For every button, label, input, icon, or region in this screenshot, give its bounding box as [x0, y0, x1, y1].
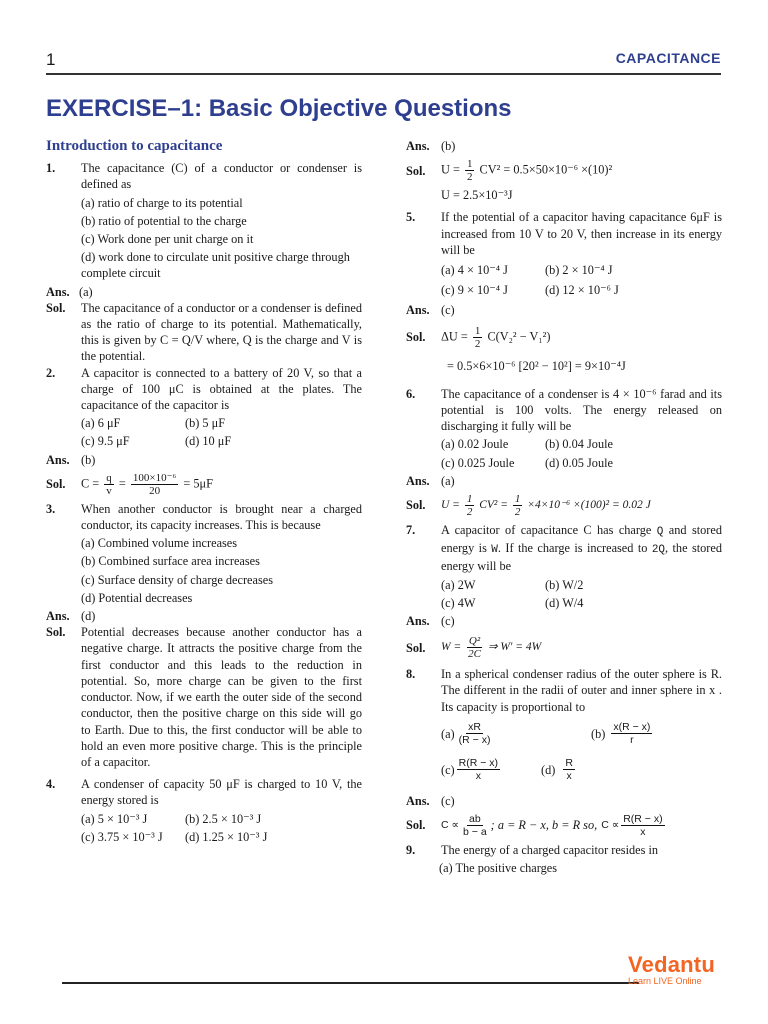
fraction [621, 813, 664, 838]
energy-symbol: W [491, 544, 498, 557]
solution-equation [441, 493, 722, 518]
question-text: If the potential of a capacitor having capacitance 6μF is increased from 10 V to 20 V, then increase in its energy will be [441, 210, 722, 257]
fraction [461, 813, 489, 838]
answer-7 [406, 613, 722, 629]
question-8 [406, 666, 722, 715]
fraction [611, 721, 652, 746]
question-number: 9. [406, 843, 416, 858]
numerator: R [565, 757, 573, 770]
question-6 [406, 386, 722, 435]
equation-rhs: = 5μF [183, 476, 213, 491]
option-d: (d) work done to circulate unit positive charge through complete circuit [81, 250, 350, 281]
options-2 [81, 415, 362, 449]
numerator: xR [468, 721, 481, 734]
fraction [457, 721, 493, 746]
options-6 [441, 436, 722, 470]
numerator: 1 [474, 324, 481, 337]
question-number: 1. [46, 161, 56, 176]
option-a [441, 721, 591, 746]
question-9 [406, 842, 722, 858]
question-number: 5. [406, 210, 416, 225]
denominator: 2 [466, 506, 473, 519]
question-number: 2. [46, 365, 56, 380]
solution-label: Sol. [406, 818, 426, 833]
option-d: (d) 1.25 × 10⁻³ J [185, 829, 268, 844]
charge-symbol: Q [656, 526, 664, 539]
exercise-title: EXERCISE–1: Basic Objective Questions [46, 95, 512, 122]
equation-lhs: ΔU = [441, 328, 468, 343]
answer-6 [406, 473, 722, 489]
fraction [104, 472, 114, 497]
option-a: (a) ratio of charge to its potential [81, 195, 243, 210]
denominator: (R − x) [458, 734, 491, 747]
denominator: 2 [514, 506, 521, 519]
option-a: (a) 0.02 Joule [441, 437, 509, 452]
denominator: 2 [474, 337, 481, 350]
option-d: (d) Potential decreases [81, 590, 193, 605]
answer-value: (d) [81, 609, 96, 624]
option-d: (d) 0.05 Joule [545, 455, 613, 470]
option-d: (d) 12 × 10⁻⁶ J [545, 283, 619, 298]
fraction [466, 635, 483, 660]
solution-label: Sol. [406, 330, 426, 345]
options-4 [81, 811, 362, 845]
solution-equation [441, 813, 722, 838]
solution-text: The capacitance of a conductor or a condenser is defined as the ratio of charge to its potential. Mathematically, this is given by C = Q/V where, Q is the charge and V is the potential. [81, 300, 362, 364]
numerator: Q² [468, 635, 481, 648]
solution-equation [441, 635, 722, 660]
answer-label: Ans. [406, 303, 430, 318]
options-7 [441, 577, 722, 611]
option-b: (b) 0.04 Joule [545, 437, 613, 452]
equation-lhs: U = [441, 499, 460, 512]
charge-symbol: 2Q [651, 544, 666, 557]
denominator: x [640, 826, 646, 839]
fraction [465, 158, 475, 183]
proportional-expr: C ∝ [601, 819, 620, 832]
answer-value: (c) [441, 614, 455, 629]
solution-1 [46, 300, 362, 365]
option-c: (c) 9 × 10⁻⁴ J [441, 283, 508, 298]
option-a: (a) 6 μF [81, 416, 121, 431]
question-text-part: and stored energy is [441, 523, 723, 556]
solution-label: Sol. [46, 625, 66, 640]
answer-3 [46, 608, 362, 624]
option-a: (a) The positive charges [439, 861, 558, 876]
denominator: b − a [463, 826, 487, 839]
options-8 [441, 717, 722, 789]
option-label: (a) [441, 726, 455, 741]
option-label: (d) [541, 762, 556, 777]
solution-equation [441, 158, 722, 183]
header-rule [46, 73, 721, 75]
numerator: R(R − x) [458, 757, 499, 770]
question-2 [46, 365, 362, 414]
answer-label: Ans. [406, 139, 430, 153]
logo-brand: Vedantu [628, 952, 715, 977]
answer-value: (c) [441, 793, 455, 808]
question-number: 4. [46, 777, 56, 792]
question-text-part: A capacitor of capacitance C has charge [441, 523, 652, 538]
option-b [591, 721, 654, 746]
answer-value: (a) [79, 284, 93, 299]
question-text: In a spherical condenser radius of the outer sphere is R. The different in the radii of outer and inner sphere in x . Its capacity is proportional to [441, 667, 722, 714]
solution-3 [46, 624, 362, 770]
solution-label: Sol. [406, 640, 426, 655]
question-number: 8. [406, 667, 416, 682]
question-number: 6. [406, 386, 416, 401]
equation-rest: C(V₂² − V₁²) [487, 328, 551, 343]
question-number: 3. [46, 501, 56, 516]
question-1 [46, 160, 362, 192]
fraction [513, 493, 523, 518]
question-text-part: , the stored energy will be [441, 541, 723, 574]
question-4 [46, 776, 362, 808]
option-d: (d) W/4 [545, 595, 584, 610]
page-number: 1 [46, 50, 56, 69]
solution-4 [406, 158, 722, 183]
option-b: (b) W/2 [545, 577, 584, 592]
question-text: When another conductor is brought near a charged conductor, its capacity increases. This is because [81, 501, 362, 533]
option-a: (a) Combined volume increases [81, 536, 238, 551]
option-b: (b) ratio of potential to the charge [81, 213, 247, 228]
denominator: 20 [149, 484, 161, 497]
question-number: 7. [406, 523, 416, 538]
answer-label: Ans. [46, 452, 70, 467]
solution-line-2: = 0.5×6×10⁻⁶ [20² − 10²] = 9×10⁻⁴J [447, 358, 626, 373]
answer-value: (c) [441, 303, 455, 318]
chapter-title: CAPACITANCE [615, 50, 721, 66]
denominator: 2 [466, 171, 473, 184]
numerator: R(R − x) [623, 813, 663, 826]
denominator: v [106, 484, 112, 497]
answer-1 [46, 284, 362, 300]
option-a: (a) 2W [441, 577, 476, 592]
equation-lhs: C = [81, 476, 100, 491]
question-5 [406, 209, 722, 258]
option-a: (a) 5 × 10⁻³ J [81, 811, 148, 826]
answer-value: (a) [441, 473, 455, 488]
footer-rule [62, 982, 639, 984]
question-text: The capacitance (C) of a conductor or condenser is defined as [81, 161, 362, 192]
answer-value: (b) [441, 139, 456, 153]
answer-2 [46, 452, 362, 468]
solution-7 [406, 635, 722, 660]
option-c: (c) 3.75 × 10⁻³ J [81, 829, 163, 844]
logo-tagline: Learn LIVE Online [628, 976, 702, 986]
equation-rest: ×4×10⁻⁶ ×(100)² = 0.02 J [527, 499, 651, 512]
option-d: (d) 10 μF [185, 434, 232, 449]
solution-label: Sol. [46, 300, 66, 315]
option-c: (c) Work done per unit charge on it [81, 232, 254, 247]
denominator: r [630, 734, 634, 747]
option-a: (a) 4 × 10⁻⁴ J [441, 263, 508, 278]
numerator: q [106, 471, 112, 484]
option-b: (b) 2.5 × 10⁻³ J [185, 811, 262, 826]
equation-lhs: U = [441, 162, 460, 177]
answer-label: Ans. [46, 284, 70, 299]
option-d [541, 757, 577, 782]
answer-label: Ans. [406, 793, 430, 808]
question-7 [406, 522, 722, 575]
equation-mid: CV² = [479, 499, 508, 512]
proportional-expr: C ∝ [441, 819, 460, 832]
section-heading: Introduction to capacitance [46, 138, 223, 154]
solution-line-2: U = 2.5×10⁻³J [441, 188, 513, 203]
denominator: x [566, 770, 572, 783]
fraction [457, 757, 500, 782]
answer-label: Ans. [406, 473, 430, 488]
solution-text: Potential decreases because another conductor has a negative charge. It attracts the positive charge from the first conductor and this leads to the reduction in potential. So, more charge can be given to the first conductor. Now, if we earth the outer side of the second conductor, then the positive charge on this side will go to Earth. Due to this, the first conductor will be able to hold an even more positive charge. This is the principle of a capacitor. [81, 625, 362, 769]
right-column [406, 138, 722, 876]
answer-5 [406, 302, 722, 318]
solution-2 [46, 472, 362, 497]
equals-sign: = [118, 476, 126, 491]
solution-equation [81, 472, 362, 497]
option-c: (c) 9.5 μF [81, 434, 130, 449]
question-text: The energy of a charged capacitor resides in [441, 843, 659, 858]
option-c: (c) 4W [441, 595, 476, 610]
equation-mid: ; a = R − x, b = R so, [490, 818, 598, 833]
option-label: (c) [441, 762, 455, 777]
question-3 [46, 501, 362, 533]
numerator: 100×10⁻⁶ [132, 471, 177, 484]
vedantu-logo [628, 952, 723, 986]
option-b: (b) 5 μF [185, 416, 226, 431]
answer-8 [406, 793, 722, 809]
question-text: A condenser of capacity 50 μF is charged to 10 V, the energy stored is [81, 777, 362, 808]
left-column [46, 138, 362, 847]
answer-label: Ans. [406, 614, 430, 629]
equation-rest: ⇒ W′ = 4W [487, 641, 542, 654]
solution-label: Sol. [46, 477, 66, 492]
denominator: x [475, 770, 481, 783]
solution-5 [406, 325, 722, 350]
numerator: ab [469, 813, 481, 826]
numerator: 1 [466, 493, 473, 506]
solution-equation [441, 325, 722, 350]
fraction [473, 325, 483, 350]
option-c: (c) Surface density of charge decreases [81, 572, 273, 587]
numerator: x(R − x) [613, 721, 651, 734]
numerator: 1 [466, 158, 473, 171]
denominator: 2C [468, 648, 481, 661]
fraction [563, 757, 575, 782]
equation-rest: CV² = 0.5×50×10⁻⁶ ×(10)² [479, 162, 613, 177]
solution-label: Sol. [406, 498, 426, 513]
question-text-part: . If the charge is increased to [497, 541, 648, 556]
solution-6 [406, 493, 722, 518]
question-text: The capacitance of a condenser is 4 × 10⁻⁶ farad and its potential is 100 volts. The energy released on discharging it fully will be [441, 386, 722, 434]
option-label: (b) [591, 726, 606, 741]
equation-lhs: W = [441, 641, 462, 654]
question-text: A capacitor is connected to a battery of 20 V, so that a charge of 100 μC is obtained at the plates. The capacitance of the capacitor is [81, 365, 362, 413]
answer-label: Ans. [46, 609, 70, 624]
solution-label: Sol. [406, 163, 426, 178]
question-text [441, 522, 722, 575]
numerator: 1 [514, 493, 521, 506]
fraction [131, 472, 178, 497]
option-b: (b) Combined surface area increases [81, 554, 260, 569]
option-b: (b) 2 × 10⁻⁴ J [545, 263, 613, 278]
answer-4 [406, 138, 722, 154]
options-5 [441, 262, 722, 298]
option-c [441, 757, 541, 782]
fraction [465, 493, 475, 518]
solution-8 [406, 813, 722, 838]
option-c: (c) 0.025 Joule [441, 455, 515, 470]
answer-value: (b) [81, 452, 96, 467]
